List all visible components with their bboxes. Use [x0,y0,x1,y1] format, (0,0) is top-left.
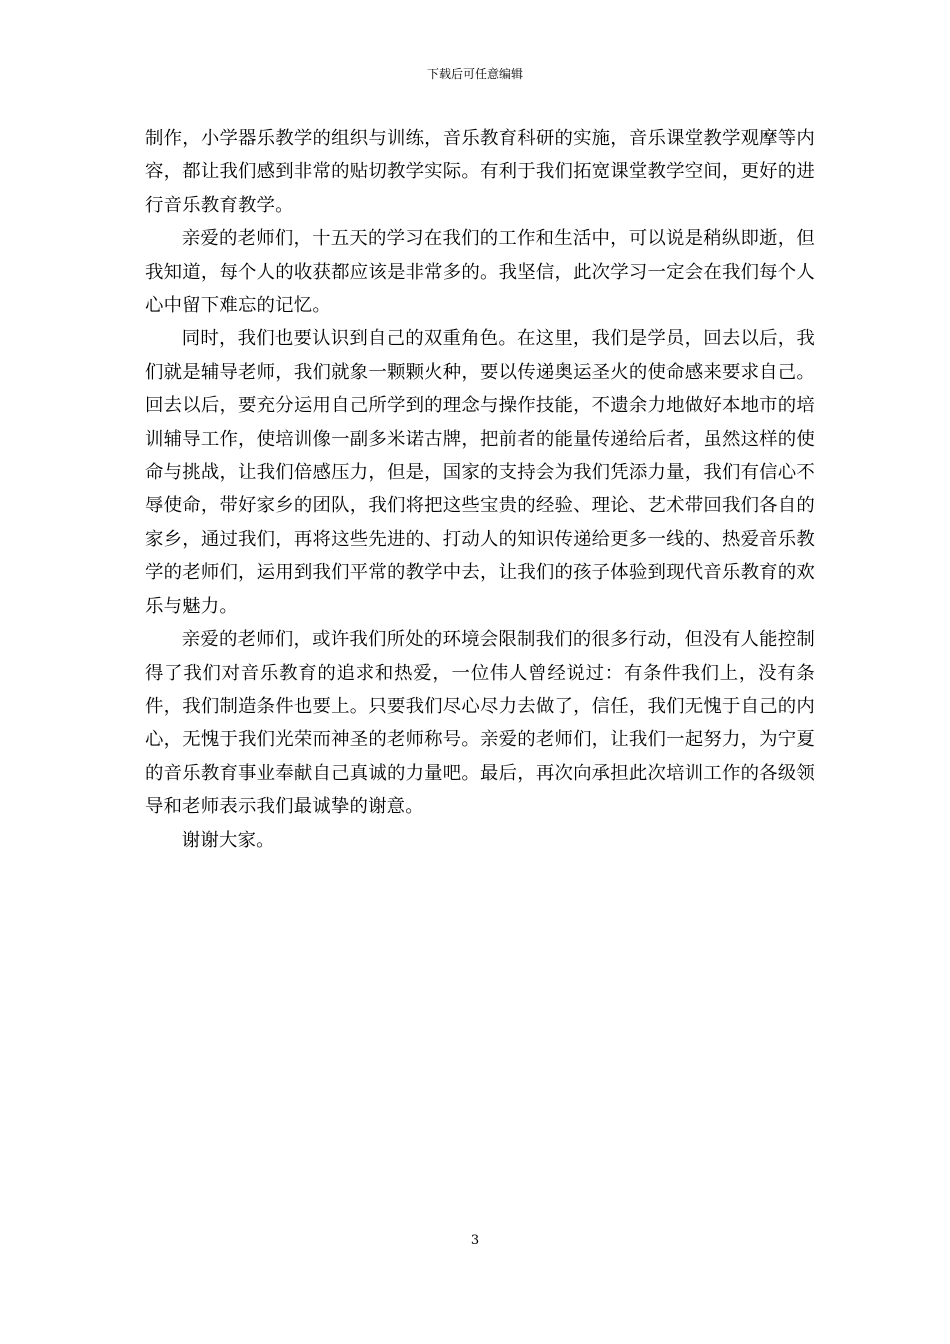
paragraph-study-reflection: 亲爱的老师们，十五天的学习在我们的工作和生活中，可以说是稍纵即逝，但我知道，每个人的收获都应该是非常多的。我坚信，此次学习一定会在我们每个人心中留下难忘的记忆。 [145,228,815,317]
page-number: 3 [470,1233,480,1248]
paragraph-thanks: 谢谢大家。 [181,829,275,851]
paragraph-commitment: 亲爱的老师们，或许我们所处的环境会限制我们的很多行动，但没有人能控制得了我们对音乐教育的追求和热爱，一位伟人曾经说过：有条件我们上，没有条件，我们制造条件也要上。只要我们尽心尽力去做了，信任，我们无愧于自己的内心，无愧于我们光荣而神圣的老师称号。亲爱的老师们，让我们一起努力，为宁夏的音乐教育事业奉献自己真诚的力量吧。最后，再次向承担此次培训工作的各级领导和老师表示我们最诚挚的谢意。 [145,629,815,818]
document-body [145,122,815,857]
page-header: 下载后可任意编辑 [426,67,523,81]
paragraph-dual-role: 同时，我们也要认识到自己的双重角色。在这里，我们是学员，回去以后，我们就是辅导老师，我们就象一颗颗火种，要以传递奥运圣火的使命感来要求自己。回去以后，要充分运用自己所学到的理念与操作技能，不遗余力地做好本地市的培训辅导工作，使培训像一副多米诺古牌，把前者的能量传递给后者，虽然这样的使命与挑战，让我们倍感压力，但是，国家的支持会为我们凭添力量，我们有信心不辱使命，带好家乡的团队，我们将把这些宝贵的经验、理论、艺术带回我们各自的家乡，通过我们，再将这些先进的、打动人的知识传递给更多一线的、热爱音乐教学的老师们，运用到我们平常的教学中去，让我们的孩子体验到现代音乐教育的欢乐与魅力。 [145,328,815,617]
paragraph-continuation: 制作，小学器乐教学的组织与训练，音乐教育科研的实施，音乐课堂教学观摩等内容，都让我们感到非常的贴切教学实际。有利于我们拓宽课堂教学空间，更好的进行音乐教育教学。 [145,128,815,216]
